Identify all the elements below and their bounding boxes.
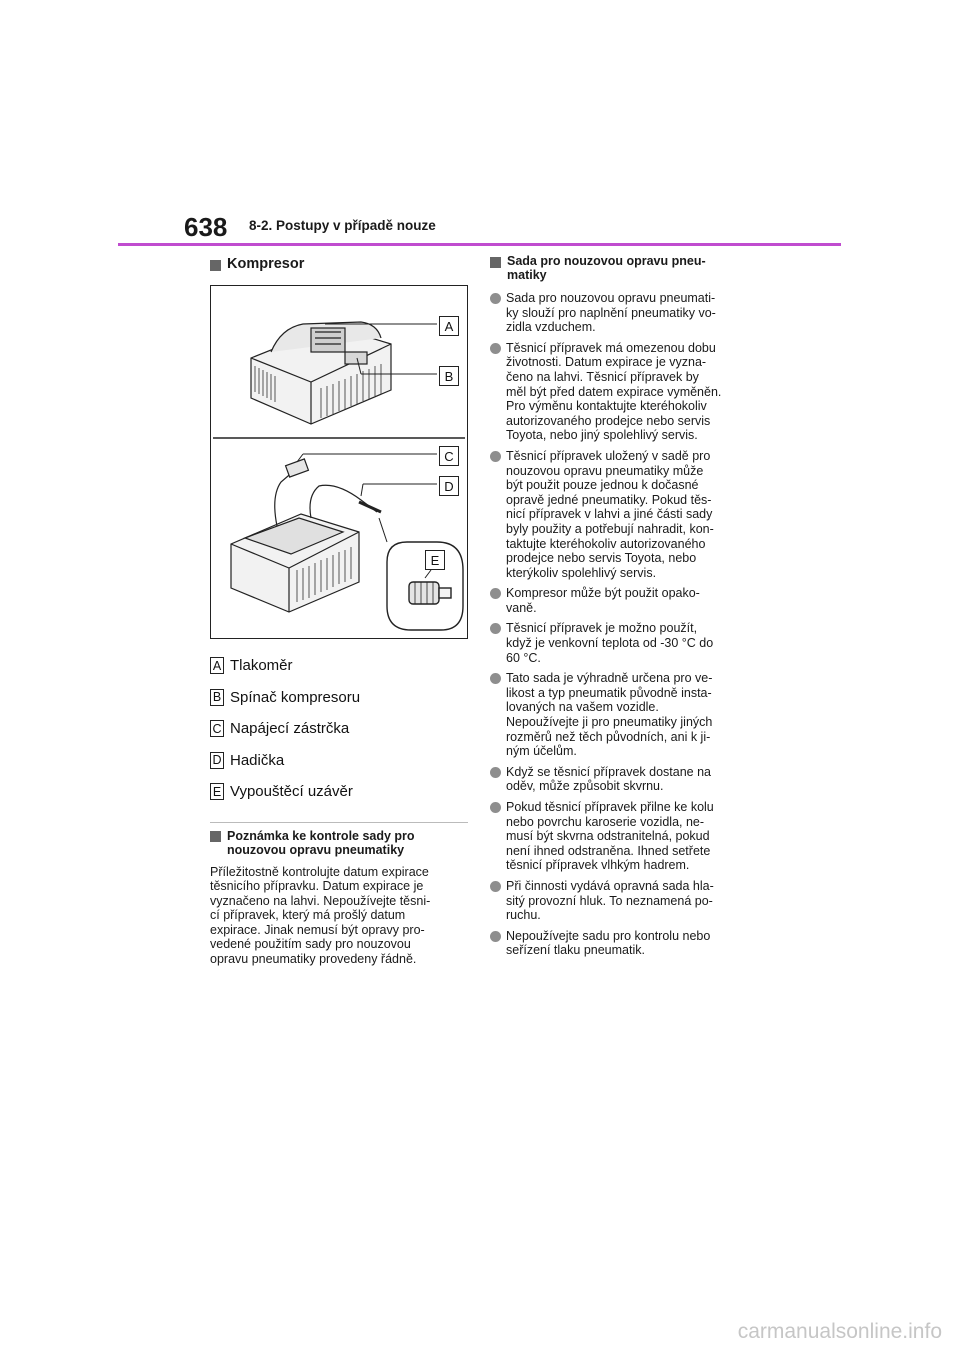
right-column: [490, 254, 752, 964]
left-column: [210, 254, 468, 967]
bullet-dot-icon: [490, 673, 501, 684]
list-item: [490, 449, 752, 580]
note-title: Poznámka ke kontrole sady pro nouzovou opravu pneumatiky: [227, 828, 415, 857]
bullet-text: Pokud těsnicí přípravek přilne ke kolu nebo povrchu karoserie vozidla, ne- musí být skvrna odstranitelná, pokud není ihned odstraněna. Ihned setřete těsnicí přípravek vlhkým hadrem.: [506, 800, 714, 873]
legend-item: [210, 682, 468, 714]
legend-label: Hadička: [230, 751, 285, 769]
compressor-drawing: [211, 286, 467, 638]
bullet-dot-icon: [490, 802, 501, 813]
bullet-text: Když se těsnicí přípravek dostane na oděv, může způsobit skvrnu.: [506, 764, 711, 794]
list-item: [490, 621, 752, 665]
legend-key: A: [210, 657, 224, 674]
note-divider: [210, 822, 468, 823]
repair-kit-heading: [490, 254, 752, 282]
legend-label: Vypouštěcí uzávěr: [230, 783, 353, 801]
callout-d: D: [439, 476, 459, 496]
note-box: [210, 829, 468, 967]
bullet-text: Těsnicí přípravek má omezenou dobu životnosti. Datum expirace je vyzna- čeno na lahvi. Těsnicí přípravek by měl být před datem expirace vyměněn. Pro výměnu kontaktujte kteréhokoliv autorizovaného prodejce nebo servis Toyota, nebo jiný spolehlivý servis.: [506, 340, 722, 443]
note-heading: [210, 829, 468, 857]
list-item: [490, 291, 752, 335]
legend-item: [210, 713, 468, 745]
legend-key: C: [210, 720, 224, 737]
bullet-text: Těsnicí přípravek uložený v sadě pro nouzovou opravu pneumatiky může být použit pouze jednou k dočasné opravě jedné pneumatiky. Pokud těs- nicí přípravek v lahvi a jiné části sady byly použity a potřebují nahradit, kon- taktujte kteréhokoliv autorizovaného prodejce nebo servis Toyota, nebo kterýkoliv spolehlivý servis.: [506, 448, 714, 580]
callout-b: B: [439, 366, 459, 386]
callout-c: C: [439, 446, 459, 466]
legend-key: B: [210, 689, 224, 706]
compressor-illustration: [210, 285, 468, 639]
square-bullet-icon: [490, 257, 501, 268]
legend-key: D: [210, 752, 224, 769]
legend-label: Tlakoměr: [230, 657, 293, 675]
bullet-list: [490, 291, 752, 958]
bullet-text: Při činnosti vydává opravná sada hla- sitý provozní hluk. To neznamená po- ruchu.: [506, 878, 714, 923]
bullet-text: Sada pro nouzovou opravu pneumati- ky slouží pro naplnění pneumatiky vo- zidla vzduchem.: [506, 291, 716, 335]
list-item: [490, 800, 752, 873]
page-number: 638: [184, 212, 228, 242]
legend-item: [210, 650, 468, 682]
bullet-text: Nepoužívejte sadu pro kontrolu nebo seřízení tlaku pneumatik.: [506, 928, 711, 958]
legend-label: Napájecí zástrčka: [230, 720, 350, 738]
bullet-text: Tato sada je výhradně určena pro ve- likost a typ pneumatik původně insta- lovaných na vašem vozidle. Nepoužívejte ji pro pneumatiky jiných rozměrů než těch původních, ani k ji- ným účelům.: [506, 671, 713, 759]
list-item: [490, 586, 752, 615]
legend-item: [210, 745, 468, 777]
legend-label: Spínač kompresoru: [230, 688, 361, 706]
list-item: [490, 341, 752, 443]
note-body: Příležitostně kontrolujte datum expirace těsnicího přípravku. Datum expirace je vyznačeno na lahvi. Nepoužívejte těsni- cí přípravek, který má prošlý datum expirace. Jinak nemusí být opravy pro- vedené použitím sady pro nouzovou opravu pneumatiky provedeny řádně.: [210, 864, 431, 967]
repair-kit-heading-text: Sada pro nouzovou opravu pneu- matiky: [507, 254, 706, 282]
bullet-text: Kompresor může být použit opako- vaně.: [506, 586, 700, 615]
figure-legend: [210, 650, 468, 808]
kompresor-heading-text: Kompresor: [227, 256, 305, 272]
callout-a: A: [439, 316, 459, 336]
bullet-dot-icon: [490, 343, 501, 354]
list-item: [490, 671, 752, 759]
bullet-dot-icon: [490, 451, 501, 462]
list-item: [490, 929, 752, 958]
bullet-dot-icon: [490, 767, 501, 778]
callout-e: E: [425, 550, 445, 570]
list-item: [490, 765, 752, 794]
bullet-dot-icon: [490, 623, 501, 634]
legend-key: E: [210, 783, 224, 800]
bullet-dot-icon: [490, 293, 501, 304]
kompresor-heading: [210, 256, 468, 272]
section-title: 8-2. Postupy v případě nouze: [249, 218, 436, 233]
bullet-dot-icon: [490, 931, 501, 942]
bullet-dot-icon: [490, 588, 501, 599]
header-divider: [118, 243, 841, 246]
bullet-dot-icon: [490, 881, 501, 892]
square-bullet-icon: [210, 831, 221, 842]
square-bullet-icon: [210, 260, 221, 271]
list-item: [490, 879, 752, 923]
bullet-text: Těsnicí přípravek je možno použít, když je venkovní teplota od -30 °C do 60 °C.: [506, 621, 714, 665]
legend-item: [210, 776, 468, 808]
watermark: carmanualsonline.info: [737, 1320, 942, 1343]
